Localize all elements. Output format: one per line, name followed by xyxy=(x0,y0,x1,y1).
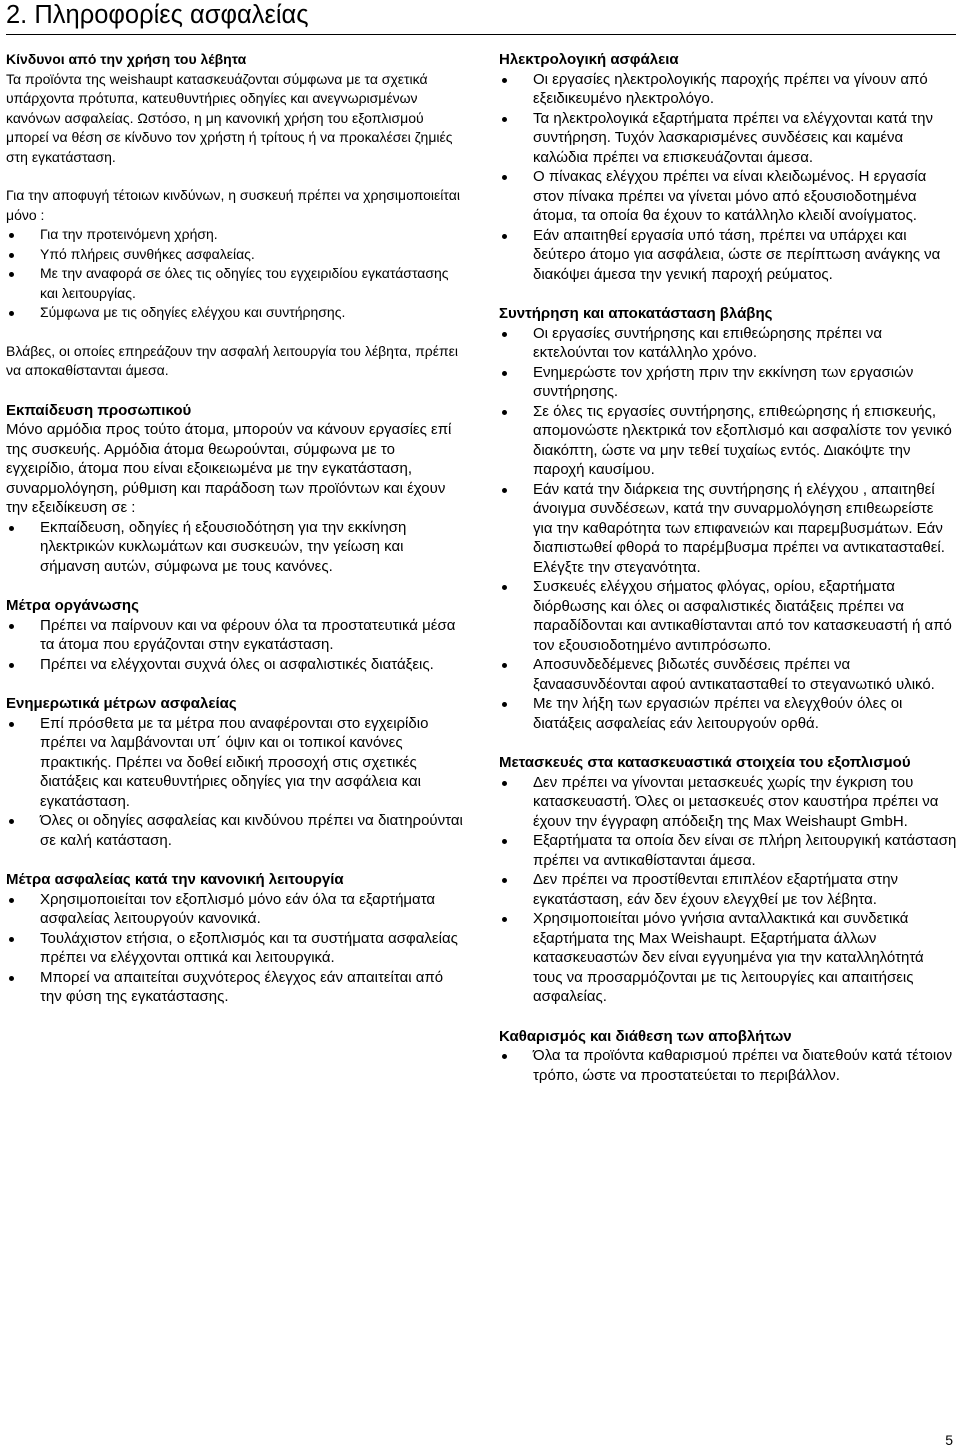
list-item: Πρέπει να παίρνουν και να φέρουν όλα τα προστατευτικά μέσα τα άτομα που εργάζονται στην εγκατάσταση. xyxy=(6,616,466,655)
list-item: Τα ηλεκτρολογικά εξαρτήματα πρέπει να ελέγχονται κατά την συντήρηση. Τυχόν λασκαρισμένες συνδέσεις και καμένα καλώδια πρέπει να επισκευάζονται άμεσα. xyxy=(499,109,957,168)
electrical-list xyxy=(499,70,957,285)
hazards-intro: Τα προϊόντα της weishaupt κατασκευάζονται σύμφωνα με τα σχετικά υπάρχοντα πρότυπα, κατευθυντήριες οδηγίες και ανεγνωρισμένων κανόνων ασφαλείας. Ωστόσο, η μη κανονική χρήση του εξοπλισμού μπορεί να θέση σε κίνδυνο τον χρήστη ή τρίτους ή να προκαλέσει ζημιές στη εγκατάσταση. xyxy=(6,70,453,165)
hazards-list xyxy=(6,225,466,323)
training-list xyxy=(6,518,466,577)
informative-list xyxy=(6,714,466,851)
list-item: Οι εργασίες συντήρησης και επιθεώρησης πρέπει να εκτελούνται τον κατάλληλο χρόνο. xyxy=(499,324,957,363)
maintenance-heading: Συντήρηση και αποκατάσταση βλάβης xyxy=(499,305,773,322)
list-item: Τουλάχιστον ετήσια, ο εξοπλισμός και τα συστήματα ασφαλείας πρέπει να ελέγχονται οπτικά και λειτουργικά. xyxy=(6,929,466,968)
section-organisation xyxy=(6,596,466,674)
right-column xyxy=(499,50,957,1085)
list-item: Δεν πρέπει να γίνονται μετασκευές χωρίς την έγκριση του κατασκευαστή. Όλες οι μετασκευές στον καυστήρα πρέπει να έχουν την έγγραφη απόδειξη της Max Weishaupt GmbH. xyxy=(499,773,957,832)
section-normal-operation xyxy=(6,870,466,1007)
left-column xyxy=(6,50,466,1007)
list-item: Χρησιμοποιείται τον εξοπλισμό μόνο εάν όλα τα εξαρτήματα ασφαλείας λειτουργούν κανονικά. xyxy=(6,890,466,929)
modifications-list xyxy=(499,773,957,1007)
list-item: Εάν απαιτηθεί εργασία υπό τάση, πρέπει να υπάρχει και δεύτερο άτομο για ασφάλεια, ώστε σε περίπτωση ανάγκης να διακόψει άμεσα την γενική παροχή ρεύματος. xyxy=(499,226,957,285)
list-item: Επί πρόσθετα με τα μέτρα που αναφέρονται στο εγχειρίδιο πρέπει να λαμβάνονται υπ΄ όψιν και οι τοπικοί κανόνες πρακτικής. Πρέπει να δοθεί ειδική προσοχή στις σχετικές διατάξεις και κατευθυντήριες οδηγίες για την ασφάλεια και εγκατάσταση. xyxy=(6,714,466,812)
list-item: Αποσυνδεδέμενες βιδωτές συνδέσεις πρέπει να ξαναασυνδέονται αφού αντικατασταθεί το στεγανωτικό υλικό. xyxy=(499,655,957,694)
modifications-heading: Μετασκευές στα κατασκευαστικά στοιχεία του εξοπλισμού xyxy=(499,754,911,771)
page-title: 2. Πληροφορίες ασφαλείας xyxy=(6,0,956,35)
list-item: Όλες οι οδηγίες ασφαλείας και κινδύνου πρέπει να διατηρούνται σε καλή κατάσταση. xyxy=(6,811,466,850)
electrical-heading: Ηλεκτρολογική ασφάλεια xyxy=(499,51,679,68)
list-item: Όλα τα προϊόντα καθαρισμού πρέπει να διατεθούν κατά τέτοιον τρόπο, ώστε να προστατεύεται το περιβάλλον. xyxy=(499,1046,957,1085)
maintenance-list xyxy=(499,324,957,734)
list-item: Υπό πλήρεις συνθήκες ασφαλείας. xyxy=(6,245,466,265)
list-item: Χρησιμοποιείται μόνο γνήσια ανταλλακτικά και συνδετικά εξαρτήματα της Max Weishaupt. Εξαρτήματα άλλων κατασκευαστών δεν είναι εγγυημένα για την καταλληλότητά τους να προσαρμόζονται με τις λειτουργίες και απαιτήσεις ασφαλείας. xyxy=(499,909,957,1007)
organisation-list xyxy=(6,616,466,675)
section-disposal xyxy=(499,1027,957,1086)
list-item: Για την προτεινόμενη χρήση. xyxy=(6,225,466,245)
section-lower-left xyxy=(6,401,466,1007)
section-hazards xyxy=(6,50,466,381)
list-item: Σύμφωνα με τις οδηγίες ελέγχου και συντήρησης. xyxy=(6,303,466,323)
normal-operation-heading: Μέτρα ασφαλείας κατά την κανονική λειτουργία xyxy=(6,871,344,888)
list-item: Εξαρτήματα τα οποία δεν είναι σε πλήρη λειτουργική κατάσταση πρέπει να αντικαθίστανται άμεσα. xyxy=(499,831,957,870)
list-item: Οι εργασίες ηλεκτρολογικής παροχής πρέπει να γίνουν από εξειδικευμένο ηλεκτρολόγο. xyxy=(499,70,957,109)
hazards-heading: Κίνδυνοι από την χρήση του λέβητα xyxy=(6,51,247,67)
section-modifications xyxy=(499,753,957,1007)
training-text: Μόνο αρμόδια προς τούτο άτομα, μπορούν να κάνουν εργασίες επί της συσκευής. Αρμόδια άτομα θεωρούνται, σύμφωνα με το εγχειρίδιο, άτομα που είναι εξοικειωμένα με την εγκατάσταση, συναρμολόγηση, ρύθμιση και παράδοση των προϊόντων και έχουν την εξειδίκευση σε : xyxy=(6,421,452,516)
section-maintenance xyxy=(499,304,957,733)
list-item: Μπορεί να απαιτείται συχνότερος έλεγχος εάν απαιτείται από την φύση της εγκατάστασης. xyxy=(6,968,466,1007)
section-training xyxy=(6,401,466,577)
training-heading: Εκπαίδευση προσωπικού xyxy=(6,401,192,419)
section-electrical xyxy=(499,50,957,284)
list-item: Ενημερώστε τον χρήστη πριν την εκκίνηση των εργασιών συντήρησης. xyxy=(499,363,957,402)
hazards-lead: Για την αποφυγή τέτοιων κινδύνων, η συσκευή πρέπει να χρησιμοποιείται μόνο : xyxy=(6,187,460,223)
disposal-heading: Καθαρισμός και διάθεση των αποβλήτων xyxy=(499,1027,792,1045)
normal-operation-list xyxy=(6,890,466,1007)
page-number: 5 xyxy=(945,1432,953,1448)
list-item: Με την λήξη των εργασιών πρέπει να ελεγχθούν όλες οι διατάξεις ασφαλείας εάν λειτουργούν ορθά. xyxy=(499,694,957,733)
list-item: Εάν κατά την διάρκεια της συντήρησης ή ελέγχου , απαιτηθεί άνοιγμα συνδέσεων, κατά την συναρμολόγηση επιθεωρείστε για την καθαρότητα των επιφανειών και παρεμβυσμάτων. Εάν διαπιστωθεί φθορά το παρέμβυσμα πρέπει να αντικατασταθεί. Ελέγξτε την στεγανότητα. xyxy=(499,480,957,578)
list-item: Πρέπει να ελέγχονται συχνά όλες οι ασφαλιστικές διατάξεις. xyxy=(6,655,466,675)
organisation-heading: Μέτρα οργάνωσης xyxy=(6,597,139,614)
hazards-outro: Βλάβες, οι οποίες επηρεάζουν την ασφαλή λειτουργία του λέβητα, πρέπει να αποκαθίστανται άμεσα. xyxy=(6,342,458,378)
disposal-list xyxy=(499,1046,957,1085)
list-item: Εκπαίδευση, οδηγίες ή εξουσιοδότηση για την εκκίνηση ηλεκτρικών κυκλωμάτων και συσκευών, την γείωση και σήμανση αυτών, σύμφωνα με τους κανόνες. xyxy=(6,518,466,577)
list-item: Δεν πρέπει να προστίθενται επιπλέον εξαρτήματα στην εγκατάσταση, εάν δεν έχουν ελεγχθεί με τον λέβητα. xyxy=(499,870,957,909)
list-item: Με την αναφορά σε όλες τις οδηγίες του εγχειριδίου εγκατάστασης και λειτουργίας. xyxy=(6,264,466,303)
section-informative xyxy=(6,694,466,850)
list-item: Ο πίνακας ελέγχου πρέπει να είναι κλειδωμένος. Η εργασία στον πίνακα πρέπει να γίνεται μόνο από εξουσιοδοτημένα άτομα, τα οποία θα έχουν το κατάλληλο κλειδί ανοίγματος. xyxy=(499,167,957,226)
list-item: Συσκευές ελέγχου σήματος φλόγας, ορίου, εξαρτήματα διόρθωσης και όλες οι ασφαλιστικές διατάξεις πρέπει να παραδίδονται και αντικαθίστανται από τον κατασκευαστή ή από τον εξουσιοδοτημένο αντιπρόσωπο. xyxy=(499,577,957,655)
list-item: Σε όλες τις εργασίες συντήρησης, επιθεώρησης ή επισκευής, απομονώστε ηλεκτρικά τον εξοπλισμό και ασφαλίστε τον γενικό διακόπτη, ώστε να μην τεθεί τυχαίως εντός. Διακόψτε την παροχή καυσίμου. xyxy=(499,402,957,480)
informative-heading: Ενημερωτικά μέτρων ασφαλείας xyxy=(6,695,237,712)
